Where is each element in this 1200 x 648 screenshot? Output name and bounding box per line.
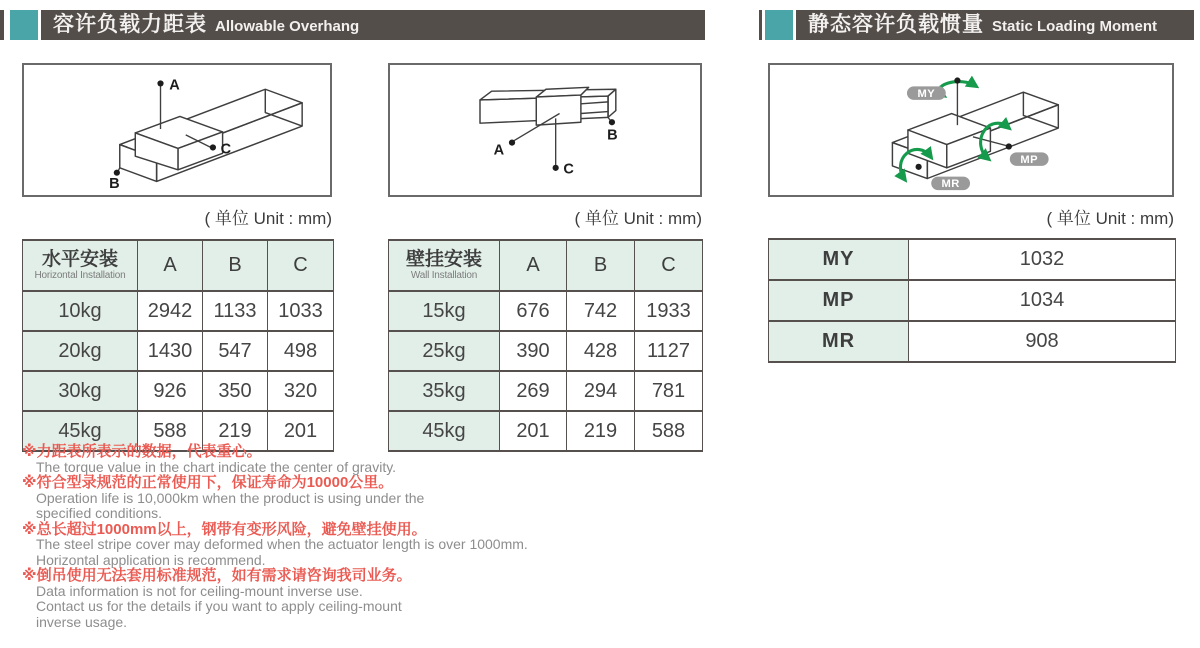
footnote-en: Horizontal application is recommend.: [36, 551, 266, 568]
header-allowable-overhang: [41, 10, 705, 40]
table-header-row: [23, 240, 334, 291]
diagram-wall-installation: [388, 63, 702, 197]
table-row: [23, 291, 334, 331]
point-b-label: B: [607, 127, 618, 144]
value-cell: 269: [500, 371, 567, 411]
diagram-horizontal-installation: [22, 63, 332, 197]
moment-label-cell: MR: [769, 321, 909, 362]
value-cell: 588: [635, 411, 703, 451]
point-c-label: C: [220, 141, 232, 158]
header-right-sliver: [759, 10, 762, 40]
footnote-en: specified conditions.: [36, 505, 163, 521]
footnotes: [22, 444, 662, 630]
col-header-installation-zh: 水平安装: [41, 249, 118, 270]
wall-actuator-drawing: [390, 65, 700, 195]
moment-value-cell: 1034: [909, 280, 1176, 321]
moment-actuator-drawing: [770, 65, 1172, 195]
value-cell: 781: [635, 371, 703, 411]
col-header-a: A: [138, 240, 203, 291]
point-b-label: B: [109, 176, 120, 193]
horizontal-actuator-drawing: [24, 65, 330, 195]
value-cell: 1133: [203, 291, 268, 331]
table-row: [389, 291, 703, 331]
load-cell: 45kg: [389, 411, 500, 451]
value-cell: 1033: [268, 291, 334, 331]
header-right-title-en: Static Loading Moment: [992, 18, 1157, 35]
point-a-label: A: [169, 77, 180, 94]
slider-block: [536, 87, 588, 125]
footnote-en: inverse usage.: [36, 613, 128, 630]
table-static-loading-moment: [768, 238, 1176, 363]
col-header-installation-en: Wall Installation: [410, 270, 478, 281]
table-row: [389, 371, 703, 411]
my-badge-label: MY: [917, 88, 936, 101]
load-cell: 35kg: [389, 371, 500, 411]
point-a-label: A: [493, 142, 505, 159]
col-header-c: C: [268, 240, 334, 291]
header-right-title-zh: 静态容许负载惯量: [808, 13, 984, 36]
col-header-b: B: [567, 240, 635, 291]
value-cell: 320: [268, 371, 334, 411]
footnote-zh: ※倒吊使用无法套用标准规范，如有需求请咨询我司业务。: [22, 567, 412, 584]
header-left-title-zh: 容许负载力距表: [53, 13, 207, 36]
header-left-sliver: [0, 10, 4, 40]
load-cell: 20kg: [23, 331, 138, 371]
mr-badge-label: MR: [941, 178, 960, 191]
table-row: [769, 239, 1176, 280]
unit-label-middle: ( 单位 Unit : mm): [574, 209, 702, 228]
moment-value-cell: 908: [909, 321, 1176, 362]
load-cell: 10kg: [23, 291, 138, 331]
footnote: [22, 475, 662, 522]
unit-label-left: ( 单位 Unit : mm): [204, 209, 332, 228]
value-cell: 2942: [138, 291, 203, 331]
value-cell: 926: [138, 371, 203, 411]
value-cell: 201: [500, 411, 567, 451]
moment-label-cell: MP: [769, 280, 909, 321]
footnote: [22, 522, 662, 569]
col-header-c: C: [635, 240, 703, 291]
table-row: [769, 321, 1176, 362]
value-cell: 1127: [635, 331, 703, 371]
footnote: [22, 444, 662, 475]
footnote-zh: ※力距表所表示的数据，代表重心。: [22, 443, 262, 460]
load-cell: 45kg: [23, 411, 138, 451]
value-cell: 742: [567, 291, 635, 331]
moment-value-cell: 1032: [909, 239, 1176, 280]
col-header-a: A: [500, 240, 567, 291]
value-cell: 219: [203, 411, 268, 451]
col-header-b: B: [203, 240, 268, 291]
value-cell: 676: [500, 291, 567, 331]
value-cell: 1430: [138, 331, 203, 371]
header-left-accent-square: [10, 10, 38, 40]
table-row: [23, 331, 334, 371]
point-c-label: C: [563, 161, 574, 178]
diagram-moment-axes: [768, 63, 1174, 197]
footnote-en: Contact us for the details if you want to apply ceiling-mount: [36, 598, 402, 614]
table-row: [389, 331, 703, 371]
footnote-zh: ※总长超过1000mm以上，钢带有变形风险，避免壁挂使用。: [22, 520, 427, 538]
footnote-en: The steel stripe cover may deformed when the actuator length is over 1000mm.: [36, 536, 528, 552]
value-cell: 547: [203, 331, 268, 371]
table-row: [769, 280, 1176, 321]
table-horizontal-installation: [22, 239, 334, 452]
load-cell: 25kg: [389, 331, 500, 371]
value-cell: 201: [268, 411, 334, 451]
footnote-en: Operation life is 10,000km when the product is using under the: [36, 489, 425, 506]
header-static-loading-moment: [796, 10, 1194, 40]
value-cell: 294: [567, 371, 635, 411]
footnote-en: Data information is not for ceiling-mount inverse use.: [36, 582, 363, 599]
table-row: [23, 371, 334, 411]
load-cell: 15kg: [389, 291, 500, 331]
load-cell: 30kg: [23, 371, 138, 411]
footnote: [22, 568, 662, 630]
value-cell: 1933: [635, 291, 703, 331]
value-cell: 428: [567, 331, 635, 371]
mp-badge-label: MP: [1020, 153, 1039, 166]
header-right-accent-square: [765, 10, 793, 40]
footnote-en: The torque value in the chart indicate the center of gravity.: [36, 458, 397, 475]
col-header-installation-en: Horizontal Installation: [34, 270, 126, 281]
value-cell: 588: [138, 411, 203, 451]
value-cell: 498: [268, 331, 334, 371]
table-header-row: [389, 240, 703, 291]
col-header-installation-zh: 壁挂安装: [405, 249, 482, 270]
header-left-title-en: Allowable Overhang: [215, 18, 360, 35]
footnote-zh: ※符合型录规范的正常使用下，保证寿命为10000公里。: [22, 474, 394, 491]
unit-label-right: ( 单位 Unit : mm): [1046, 209, 1174, 228]
moment-label-cell: MY: [769, 239, 909, 280]
table-wall-installation: [388, 239, 703, 452]
value-cell: 390: [500, 331, 567, 371]
value-cell: 350: [203, 371, 268, 411]
value-cell: 219: [567, 411, 635, 451]
